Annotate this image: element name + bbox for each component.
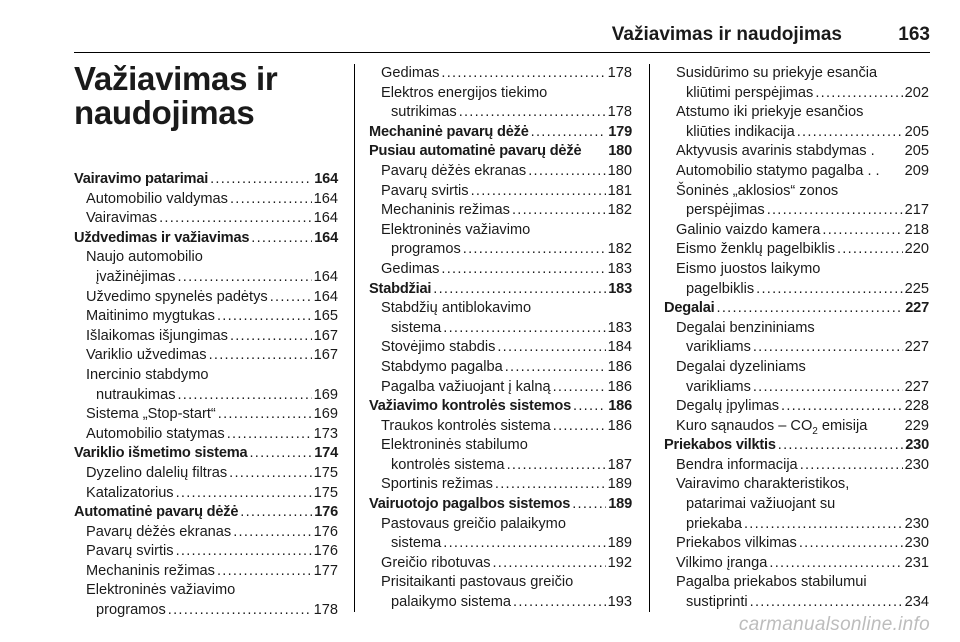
toc-page-number: 164 bbox=[314, 229, 338, 246]
toc-entry[interactable] bbox=[664, 240, 929, 260]
toc-entry[interactable] bbox=[664, 397, 929, 417]
toc-entry[interactable] bbox=[369, 378, 632, 398]
toc-entry[interactable] bbox=[369, 593, 632, 613]
chapter-title bbox=[74, 62, 334, 130]
dot-leader bbox=[756, 280, 902, 300]
dot-leader bbox=[753, 378, 903, 398]
dot-leader bbox=[176, 484, 312, 504]
toc-section-entry[interactable] bbox=[74, 170, 338, 190]
toc-entry-title: Galinio vaizdo kamera bbox=[676, 221, 821, 238]
toc-entry[interactable] bbox=[74, 209, 338, 229]
toc-entry[interactable] bbox=[74, 288, 338, 308]
toc-page-number: 227 bbox=[904, 339, 929, 356]
dot-leader bbox=[573, 397, 606, 417]
dot-leader bbox=[797, 123, 903, 143]
toc-page-number: 176 bbox=[313, 543, 338, 560]
toc-column-2 bbox=[369, 64, 632, 613]
toc-page-number: 234 bbox=[904, 594, 929, 611]
toc-entry[interactable] bbox=[664, 515, 929, 535]
toc-entry-title: Sportinis režimas bbox=[381, 476, 493, 493]
toc-entry[interactable] bbox=[74, 562, 338, 582]
toc-entry-title: Traukos kontrolės sistema bbox=[381, 417, 551, 434]
toc-page-number: 209 bbox=[904, 162, 929, 179]
toc-section-entry[interactable] bbox=[664, 436, 929, 456]
toc-page-number: 179 bbox=[608, 123, 632, 140]
toc-entry-line: patarimai važiuojant su bbox=[686, 496, 836, 513]
toc-entry-title: Greičio ribotuvas bbox=[381, 554, 491, 571]
toc-section-entry[interactable] bbox=[74, 444, 338, 464]
toc-entry-title: Mechaninis režimas bbox=[86, 562, 215, 579]
toc-page-number: 169 bbox=[313, 406, 338, 423]
dot-leader bbox=[767, 201, 903, 221]
toc-page-number: 227 bbox=[904, 378, 929, 395]
dot-leader bbox=[837, 240, 903, 260]
toc-entry-title: sistema bbox=[391, 319, 442, 336]
dot-leader bbox=[753, 338, 903, 358]
dot-leader bbox=[178, 386, 312, 406]
toc-entry[interactable] bbox=[369, 534, 632, 554]
dot-leader bbox=[493, 554, 606, 574]
toc-entry-title: Automobilio statymo pagalba . . bbox=[676, 162, 880, 179]
toc-entry-title: Pavarų dėžės ekranas bbox=[381, 162, 527, 179]
toc-page-number: 193 bbox=[607, 594, 632, 611]
dot-leader bbox=[769, 554, 902, 574]
toc-entry[interactable] bbox=[369, 162, 632, 182]
toc-page-number: 164 bbox=[313, 190, 338, 207]
toc-entry[interactable] bbox=[369, 182, 632, 202]
toc-entry-title: Pusiau automatinė pavarų dėžė bbox=[369, 143, 582, 160]
toc-section-entry[interactable] bbox=[369, 123, 632, 143]
toc-entry[interactable] bbox=[664, 201, 929, 221]
toc-entry[interactable] bbox=[664, 162, 929, 182]
toc-page-number: 178 bbox=[607, 65, 632, 81]
toc-section-entry[interactable] bbox=[369, 142, 632, 162]
toc-entry-title: Degalai bbox=[664, 300, 715, 317]
toc-page-number: 202 bbox=[904, 84, 929, 101]
toc-page-number: 189 bbox=[607, 476, 632, 493]
page-number: 163 bbox=[898, 24, 930, 45]
toc-page-number: 177 bbox=[313, 562, 338, 579]
toc-entry-title: varikliams bbox=[686, 339, 751, 356]
toc-entry-line: Elektroninės stabilumo bbox=[381, 437, 528, 454]
toc-page-number: 189 bbox=[608, 496, 632, 513]
toc-entry-title: Vilkimo įranga bbox=[676, 554, 768, 571]
toc-entry-title: Variklio išmetimo sistema bbox=[74, 445, 248, 462]
toc-entry-title: Pavarų dėžės ekranas bbox=[86, 523, 232, 540]
toc-entry-title: programos bbox=[96, 602, 166, 619]
dot-leader bbox=[800, 456, 903, 476]
chapter-title-line: naudojimas bbox=[74, 94, 255, 131]
toc-entry-title: Bendra informacija bbox=[676, 456, 798, 473]
toc-entry-line: Pagalba priekabos stabilumui bbox=[676, 574, 867, 591]
toc-page-number: 164 bbox=[313, 268, 338, 285]
toc-page-number: 167 bbox=[313, 327, 338, 344]
dot-leader bbox=[495, 475, 606, 495]
dot-leader bbox=[176, 542, 312, 562]
toc-entry-title: programos bbox=[391, 241, 461, 258]
toc-entry[interactable] bbox=[74, 307, 338, 327]
dot-leader bbox=[218, 405, 312, 425]
toc-entry-title: Variklio užvedimas bbox=[86, 347, 207, 364]
toc-page-number: 231 bbox=[904, 554, 929, 571]
toc-entry-line: Prisitaikanti pastovaus greičio bbox=[381, 574, 574, 591]
toc-entry-title: sustiprinti bbox=[686, 594, 748, 611]
toc-entry[interactable] bbox=[74, 484, 338, 504]
dot-leader bbox=[240, 503, 312, 523]
toc-column-1 bbox=[74, 170, 338, 621]
toc-page-number: 164 bbox=[314, 171, 338, 187]
dot-leader bbox=[210, 170, 312, 190]
toc-entry-title: Maitinimo mygtukas bbox=[86, 308, 215, 325]
toc-entry[interactable] bbox=[369, 554, 632, 574]
toc-entry[interactable] bbox=[369, 260, 632, 280]
toc-entry-line: Vairavimo charakteristikos, bbox=[676, 476, 850, 493]
dot-leader bbox=[717, 299, 904, 319]
running-header-title: Važiavimas ir naudojimas bbox=[611, 24, 842, 45]
toc-entry[interactable] bbox=[74, 601, 338, 621]
toc-entry-title: Gedimas bbox=[381, 65, 440, 81]
toc-entry[interactable] bbox=[664, 123, 929, 143]
toc-entry[interactable] bbox=[74, 268, 338, 288]
header-rule bbox=[74, 52, 930, 53]
toc-page-number: 164 bbox=[313, 288, 338, 305]
toc-entry-title: Gedimas bbox=[381, 260, 440, 277]
toc-entry-title: Pagalba važiuojant į kalną bbox=[381, 378, 551, 395]
toc-entry-line: Degalai benzininiams bbox=[676, 319, 815, 336]
toc-entry-title: Vairavimas bbox=[86, 210, 158, 227]
toc-entry-title: Stovėjimo stabdis bbox=[381, 339, 496, 356]
toc-page-number: 176 bbox=[313, 523, 338, 540]
toc-entry[interactable] bbox=[74, 327, 338, 347]
toc-entry-title: varikliams bbox=[686, 378, 751, 395]
dot-leader bbox=[781, 397, 903, 417]
toc-page-number: 230 bbox=[904, 515, 929, 532]
toc-page-number: 187 bbox=[607, 456, 632, 473]
dot-leader bbox=[505, 358, 606, 378]
dot-leader bbox=[553, 417, 606, 437]
toc-entry[interactable] bbox=[369, 201, 632, 221]
toc-entry-title: Mechaninis režimas bbox=[381, 202, 510, 219]
toc-entry-title: Eismo ženklų pagelbiklis bbox=[676, 241, 835, 258]
dot-leader bbox=[463, 240, 606, 260]
chapter-title-line: Važiavimas ir bbox=[74, 60, 278, 97]
toc-entry[interactable] bbox=[74, 523, 338, 543]
toc-page-number: 173 bbox=[313, 425, 338, 442]
dot-leader bbox=[822, 221, 902, 241]
toc-page-number: 230 bbox=[904, 456, 929, 473]
dot-leader bbox=[229, 464, 312, 484]
toc-page-number: 182 bbox=[607, 241, 632, 258]
toc-entry-title: Pavarų svirtis bbox=[86, 543, 174, 560]
dot-leader bbox=[744, 515, 903, 535]
toc-entry-line: Inercinio stabdymo bbox=[86, 366, 209, 383]
toc-entry-title: Mechaninė pavarų dėžė bbox=[369, 123, 529, 140]
dot-leader bbox=[168, 601, 312, 621]
toc-entry-title: Pavarų svirtis bbox=[381, 182, 469, 199]
toc-entry[interactable] bbox=[369, 417, 632, 437]
toc-entry-title: Priekabos vilktis bbox=[664, 437, 776, 454]
toc-section-entry[interactable] bbox=[664, 299, 929, 319]
toc-entry-title: nutraukimas bbox=[96, 386, 176, 403]
toc-page-number: 186 bbox=[608, 398, 632, 415]
toc-entry-line: Šoninės „aklosios“ zonos bbox=[676, 182, 839, 199]
dot-leader bbox=[471, 182, 606, 202]
toc-entry-title: Išlaikomas išjungimas bbox=[86, 327, 228, 344]
dot-leader bbox=[159, 209, 312, 229]
toc-page-number: 230 bbox=[905, 437, 929, 454]
dot-leader bbox=[799, 534, 903, 554]
toc-entry[interactable] bbox=[664, 142, 929, 162]
dot-leader bbox=[815, 84, 902, 104]
toc-entry[interactable] bbox=[664, 378, 929, 398]
dot-leader bbox=[531, 123, 607, 143]
toc-entry[interactable] bbox=[74, 190, 338, 210]
toc-page-number: 229 bbox=[904, 417, 929, 434]
toc-page-number: 227 bbox=[905, 300, 929, 317]
toc-entry-line: Elektros energijos tiekimo bbox=[381, 84, 548, 101]
toc-entry-title: kliūties indikacija bbox=[686, 123, 795, 140]
toc-entry-title: Važiavimo kontrolės sistemos bbox=[369, 398, 572, 415]
dot-leader bbox=[572, 495, 606, 515]
toc-entry-title: Vairuotojo pagalbos sistemos bbox=[369, 496, 571, 513]
dot-leader bbox=[217, 307, 312, 327]
toc-page-number: 165 bbox=[313, 308, 338, 325]
toc-entry[interactable] bbox=[369, 358, 632, 378]
toc-page-number: 186 bbox=[607, 378, 632, 395]
toc-entry[interactable] bbox=[74, 386, 338, 406]
dot-leader bbox=[209, 346, 312, 366]
dot-leader bbox=[497, 338, 605, 358]
dot-leader bbox=[177, 268, 311, 288]
toc-entry[interactable] bbox=[74, 346, 338, 366]
toc-entry[interactable] bbox=[369, 338, 632, 358]
toc-entry[interactable] bbox=[369, 240, 632, 260]
toc-entry-title: priekaba bbox=[686, 515, 742, 532]
toc-page-number: 218 bbox=[904, 221, 929, 238]
toc-column-3 bbox=[664, 64, 929, 613]
toc-entry-line: Stabdžių antiblokavimo bbox=[381, 300, 532, 317]
toc-page-number: 178 bbox=[313, 602, 338, 619]
toc-entry[interactable] bbox=[664, 593, 929, 613]
toc-entry[interactable] bbox=[74, 542, 338, 562]
toc-entry-title: sistema bbox=[391, 535, 442, 552]
toc-entry[interactable] bbox=[664, 338, 929, 358]
toc-entry-title: Katalizatorius bbox=[86, 484, 174, 501]
toc-page-number: 186 bbox=[607, 417, 632, 434]
toc-section-entry[interactable] bbox=[74, 503, 338, 523]
toc-page-number: 182 bbox=[607, 202, 632, 219]
toc-page-number: 181 bbox=[607, 182, 632, 199]
toc-entry[interactable] bbox=[369, 456, 632, 476]
toc-page-number: 167 bbox=[313, 347, 338, 364]
toc-entry[interactable] bbox=[74, 464, 338, 484]
toc-entry[interactable] bbox=[369, 64, 632, 84]
toc-entry[interactable] bbox=[664, 456, 929, 476]
toc-page-number: 230 bbox=[904, 535, 929, 552]
toc-entry[interactable] bbox=[664, 417, 929, 437]
toc-page-number: 217 bbox=[904, 202, 929, 219]
toc-entry[interactable] bbox=[664, 84, 929, 104]
toc-page-number: 205 bbox=[904, 143, 929, 160]
dot-leader bbox=[513, 593, 606, 613]
dot-leader bbox=[441, 260, 605, 280]
dot-leader bbox=[270, 288, 312, 308]
toc-entry-line: Degalai dyzeliniams bbox=[676, 358, 806, 375]
toc-entry[interactable] bbox=[369, 103, 632, 123]
toc-entry-title: kontrolės sistema bbox=[391, 456, 505, 473]
toc-page-number: 189 bbox=[607, 535, 632, 552]
dot-leader bbox=[778, 436, 903, 456]
toc-section-entry[interactable] bbox=[369, 495, 632, 515]
toc-section-entry[interactable] bbox=[369, 280, 632, 300]
toc-page-number: 228 bbox=[904, 398, 929, 415]
toc-entry-title: Automatinė pavarų dėžė bbox=[74, 504, 239, 521]
toc-page-number: 183 bbox=[608, 280, 632, 297]
toc-entry-line: Pastovaus greičio palaikymo bbox=[381, 515, 566, 532]
toc-entry-line: Naujo automobilio bbox=[86, 249, 203, 266]
dot-leader bbox=[230, 190, 312, 210]
toc-page-number: 175 bbox=[313, 484, 338, 501]
toc-page-number: 174 bbox=[314, 445, 338, 462]
toc-page-number: 169 bbox=[313, 386, 338, 403]
toc-entry[interactable] bbox=[664, 534, 929, 554]
toc-page-number: 225 bbox=[904, 280, 929, 297]
toc-entry[interactable] bbox=[664, 280, 929, 300]
toc-entry-title: Aktyvusis avarinis stabdymas . bbox=[676, 143, 875, 160]
toc-entry-line: Elektroninės važiavimo bbox=[381, 221, 531, 238]
toc-entry-title: Užvedimo spynelės padėtys bbox=[86, 288, 268, 305]
toc-page-number: 180 bbox=[608, 143, 632, 160]
toc-page-number: 180 bbox=[607, 162, 632, 179]
toc-entry-line: Elektroninės važiavimo bbox=[86, 582, 236, 599]
dot-leader bbox=[512, 201, 606, 221]
toc-entry-title: palaikymo sistema bbox=[391, 594, 512, 611]
toc-entry-title-part: emisija bbox=[817, 417, 868, 434]
toc-entry[interactable] bbox=[664, 554, 929, 574]
toc-entry-title bbox=[676, 417, 867, 437]
toc-entry-title: Automobilio statymas bbox=[86, 425, 225, 442]
toc-entry[interactable] bbox=[664, 221, 929, 241]
toc-entry-title: Vairavimo patarimai bbox=[74, 171, 209, 187]
toc-section-entry[interactable] bbox=[74, 229, 338, 249]
toc-entry-line: Atstumo iki priekyje esančios bbox=[676, 104, 864, 121]
dot-leader bbox=[459, 103, 606, 123]
toc-entry-title: įvažinėjimas bbox=[96, 268, 176, 285]
toc-entry-title: pagelbiklis bbox=[686, 280, 755, 297]
toc-entry-title: Degalų įpylimas bbox=[676, 398, 780, 415]
dot-leader bbox=[750, 593, 903, 613]
toc-entry[interactable] bbox=[369, 475, 632, 495]
toc-entry-title: Automobilio valdymas bbox=[86, 190, 228, 207]
toc-page-number: 183 bbox=[607, 319, 632, 336]
toc-entry-title: Dyzelino dalelių filtras bbox=[86, 464, 228, 481]
dot-leader bbox=[507, 456, 606, 476]
toc-page-number: 184 bbox=[607, 339, 632, 356]
column-divider bbox=[354, 64, 355, 612]
dot-leader bbox=[233, 523, 311, 543]
toc-entry-title: Priekabos vilkimas bbox=[676, 535, 797, 552]
toc-entry-line: Eismo juostos laikymo bbox=[676, 260, 821, 277]
toc-entry-title: Sistema „Stop-start“ bbox=[86, 406, 216, 423]
dot-leader bbox=[230, 327, 312, 347]
toc-entry[interactable] bbox=[74, 425, 338, 445]
toc-page-number: 220 bbox=[904, 241, 929, 258]
subscript: 2 bbox=[812, 425, 818, 437]
toc-entry-title: Uždvedimas ir važiavimas bbox=[74, 229, 250, 246]
toc-page-number: 205 bbox=[904, 123, 929, 140]
dot-leader bbox=[553, 378, 606, 398]
toc-page-number: 183 bbox=[607, 260, 632, 277]
toc-entry[interactable] bbox=[369, 319, 632, 339]
column-divider bbox=[649, 64, 650, 612]
toc-section-entry[interactable] bbox=[369, 397, 632, 417]
toc-page-number: 175 bbox=[313, 464, 338, 481]
toc-entry-line: Susidūrimo su priekyje esančia bbox=[676, 65, 878, 81]
dot-leader bbox=[441, 64, 605, 84]
watermark: carmanualsonline.info bbox=[738, 614, 930, 635]
toc-page-number: 186 bbox=[607, 358, 632, 375]
dot-leader bbox=[443, 319, 605, 339]
dot-leader bbox=[528, 162, 605, 182]
dot-leader bbox=[443, 534, 605, 554]
toc-page-number: 178 bbox=[607, 104, 632, 121]
toc-entry-title: Stabdžiai bbox=[369, 280, 432, 297]
toc-entry-title-part: Kuro sąnaudos – CO bbox=[676, 417, 813, 434]
toc-entry-title: Stabdymo pagalba bbox=[381, 358, 503, 375]
dot-leader bbox=[227, 425, 312, 445]
toc-page-number: 164 bbox=[313, 210, 338, 227]
dot-leader bbox=[433, 280, 606, 300]
dot-leader bbox=[251, 229, 312, 249]
toc-entry-title: kliūtimi perspėjimas bbox=[686, 84, 814, 101]
toc-entry[interactable] bbox=[74, 405, 338, 425]
toc-entry-title: sutrikimas bbox=[391, 104, 457, 121]
dot-leader bbox=[249, 444, 312, 464]
toc-entry-title: perspėjimas bbox=[686, 202, 765, 219]
toc-page-number: 176 bbox=[314, 504, 338, 521]
dot-leader bbox=[217, 562, 312, 582]
toc-page-number: 192 bbox=[607, 554, 632, 571]
